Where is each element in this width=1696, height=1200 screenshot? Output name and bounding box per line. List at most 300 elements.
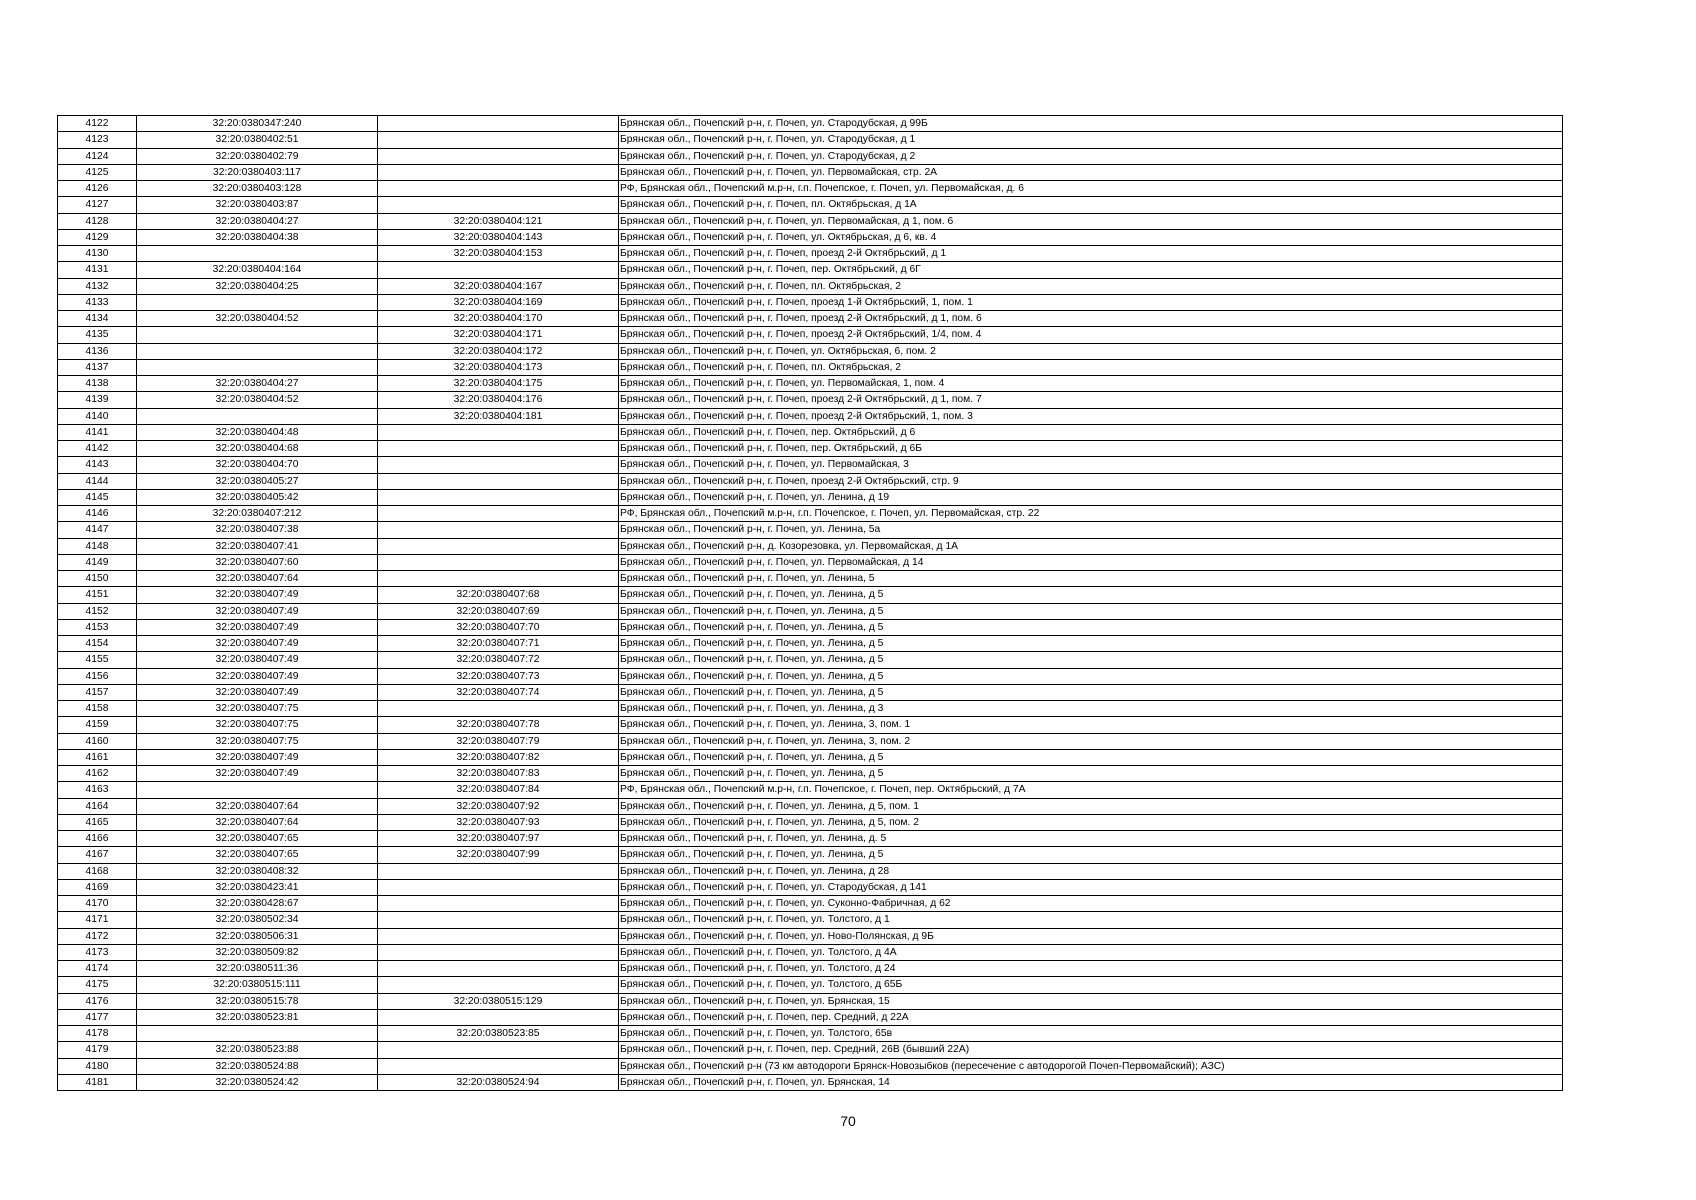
address-cell: Брянская обл., Почепский р-н, г. Почеп, ул. Ленина, д 5: [619, 766, 1563, 782]
related-cadastral-number-cell: 32:20:0380407:97: [378, 831, 619, 847]
address-cell: Брянская обл., Почепский р-н, г. Почеп, ул. Первомайская, д 1, пом. 6: [619, 213, 1563, 229]
row-number-cell: 4152: [58, 603, 137, 619]
table-row: [58, 311, 1563, 327]
cadastral-number-cell: 32:20:0380506:31: [137, 928, 378, 944]
related-cadastral-number-cell: 32:20:0380404:121: [378, 213, 619, 229]
cadastral-number-cell: 32:20:0380407:64: [137, 798, 378, 814]
row-number-cell: 4162: [58, 766, 137, 782]
cadastral-number-cell: 32:20:0380407:65: [137, 847, 378, 863]
row-number-cell: 4169: [58, 879, 137, 895]
cadastral-number-cell: 32:20:0380405:27: [137, 473, 378, 489]
related-cadastral-number-cell: [378, 977, 619, 993]
address-cell: Брянская обл., Почепский р-н, г. Почеп, ул. Брянская, 14: [619, 1074, 1563, 1090]
related-cadastral-number-cell: [378, 473, 619, 489]
cadastral-number-cell: 32:20:0380502:34: [137, 912, 378, 928]
cadastral-number-cell: 32:20:0380402:51: [137, 132, 378, 148]
table-row: [58, 961, 1563, 977]
cadastral-number-cell: 32:20:0380428:67: [137, 896, 378, 912]
related-cadastral-number-cell: 32:20:0380404:171: [378, 327, 619, 343]
table-row: [58, 912, 1563, 928]
row-number-cell: 4141: [58, 424, 137, 440]
cadastral-number-cell: 32:20:0380423:41: [137, 879, 378, 895]
cadastral-number-cell: 32:20:0380511:36: [137, 961, 378, 977]
cadastral-number-cell: 32:20:0380407:49: [137, 636, 378, 652]
related-cadastral-number-cell: [378, 132, 619, 148]
cadastral-number-cell: 32:20:0380407:49: [137, 652, 378, 668]
related-cadastral-number-cell: [378, 944, 619, 960]
related-cadastral-number-cell: 32:20:0380407:99: [378, 847, 619, 863]
cadastral-number-cell: 32:20:0380515:111: [137, 977, 378, 993]
row-number-cell: 4173: [58, 944, 137, 960]
row-number-cell: 4142: [58, 441, 137, 457]
table-row: [58, 749, 1563, 765]
row-number-cell: 4167: [58, 847, 137, 863]
address-cell: Брянская обл., Почепский р-н, г. Почеп, пл. Октябрьская, 2: [619, 359, 1563, 375]
row-number-cell: 4171: [58, 912, 137, 928]
address-cell: Брянская обл., Почепский р-н, г. Почеп, проезд 2-й Октябрьский, д 1, пом. 7: [619, 392, 1563, 408]
cadastral-number-cell: 32:20:0380509:82: [137, 944, 378, 960]
table-row: [58, 1074, 1563, 1090]
address-cell: Брянская обл., Почепский р-н, г. Почеп, ул. Первомайская, 3: [619, 457, 1563, 473]
table-row: [58, 441, 1563, 457]
table-row: [58, 359, 1563, 375]
cadastral-number-cell: 32:20:0380407:75: [137, 717, 378, 733]
cadastral-number-cell: 32:20:0380404:38: [137, 229, 378, 245]
related-cadastral-number-cell: [378, 181, 619, 197]
row-number-cell: 4166: [58, 831, 137, 847]
table-row: [58, 424, 1563, 440]
cadastral-number-cell: 32:20:0380524:88: [137, 1058, 378, 1074]
row-number-cell: 4150: [58, 571, 137, 587]
address-cell: Брянская обл., Почепский р-н, г. Почеп, ул. Толстого, 65в: [619, 1026, 1563, 1042]
address-cell: Брянская обл., Почепский р-н, г. Почеп, проезд 2-й Октябрьский, 1, пом. 3: [619, 408, 1563, 424]
row-number-cell: 4161: [58, 749, 137, 765]
cadastral-number-cell: 32:20:0380404:27: [137, 376, 378, 392]
table-row: [58, 1058, 1563, 1074]
cadastral-number-cell: 32:20:0380408:32: [137, 863, 378, 879]
address-cell: Брянская обл., Почепский р-н, г. Почеп, пер. Средний, д 22А: [619, 1009, 1563, 1025]
cadastral-number-cell: 32:20:0380404:27: [137, 213, 378, 229]
row-number-cell: 4131: [58, 262, 137, 278]
related-cadastral-number-cell: 32:20:0380407:70: [378, 619, 619, 635]
related-cadastral-number-cell: 32:20:0380404:153: [378, 246, 619, 262]
row-number-cell: 4155: [58, 652, 137, 668]
related-cadastral-number-cell: [378, 489, 619, 505]
cadastral-number-cell: [137, 1026, 378, 1042]
row-number-cell: 4134: [58, 311, 137, 327]
related-cadastral-number-cell: [378, 262, 619, 278]
table-row: [58, 896, 1563, 912]
related-cadastral-number-cell: 32:20:0380404:170: [378, 311, 619, 327]
cadastral-number-cell: [137, 782, 378, 798]
address-cell: Брянская обл., Почепский р-н, г. Почеп, ул. Ленина, д 5: [619, 636, 1563, 652]
related-cadastral-number-cell: [378, 197, 619, 213]
row-number-cell: 4176: [58, 993, 137, 1009]
address-cell: Брянская обл., Почепский р-н, г. Почеп, ул. Ленина, д 5: [619, 847, 1563, 863]
cadastral-number-cell: 32:20:0380404:52: [137, 311, 378, 327]
related-cadastral-number-cell: [378, 1058, 619, 1074]
row-number-cell: 4143: [58, 457, 137, 473]
cadastral-number-cell: 32:20:0380404:68: [137, 441, 378, 457]
address-cell: Брянская обл., Почепский р-н, г. Почеп, ул. Стародубская, д 1: [619, 132, 1563, 148]
table-row: [58, 489, 1563, 505]
row-number-cell: 4151: [58, 587, 137, 603]
table-row: [58, 213, 1563, 229]
address-cell: Брянская обл., Почепский р-н, г. Почеп, проезд 2-й Октябрьский, д 1: [619, 246, 1563, 262]
related-cadastral-number-cell: 32:20:0380407:72: [378, 652, 619, 668]
row-number-cell: 4165: [58, 814, 137, 830]
related-cadastral-number-cell: [378, 896, 619, 912]
cadastral-number-cell: [137, 294, 378, 310]
address-cell: РФ, Брянская обл., Почепский м.р-н, г.п. Почепское, г. Почеп, ул. Первомайская, д. 6: [619, 181, 1563, 197]
table-row: [58, 587, 1563, 603]
row-number-cell: 4126: [58, 181, 137, 197]
address-cell: Брянская обл., Почепский р-н, г. Почеп, ул. Ленина, д 3: [619, 701, 1563, 717]
table-row: [58, 684, 1563, 700]
row-number-cell: 4137: [58, 359, 137, 375]
address-cell: Брянская обл., Почепский р-н, г. Почеп, ул. Стародубская, д 2: [619, 148, 1563, 164]
row-number-cell: 4149: [58, 554, 137, 570]
row-number-cell: 4154: [58, 636, 137, 652]
address-cell: Брянская обл., Почепский р-н, г. Почеп, ул. Первомайская, стр. 2А: [619, 164, 1563, 180]
row-number-cell: 4136: [58, 343, 137, 359]
row-number-cell: 4160: [58, 733, 137, 749]
address-cell: Брянская обл., Почепский р-н, г. Почеп, проезд 2-й Октябрьский, д 1, пом. 6: [619, 311, 1563, 327]
row-number-cell: 4145: [58, 489, 137, 505]
table-row: [58, 522, 1563, 538]
address-cell: Брянская обл., Почепский р-н (73 км автодороги Брянск-Новозыбков (пересечение с автодорогой Почеп-Первомайский); АЗС): [619, 1058, 1563, 1074]
related-cadastral-number-cell: 32:20:0380407:84: [378, 782, 619, 798]
address-cell: Брянская обл., Почепский р-н, г. Почеп, пл. Октябрьская, д 1А: [619, 197, 1563, 213]
cadastral-number-cell: 32:20:0380404:52: [137, 392, 378, 408]
table-row: [58, 831, 1563, 847]
row-number-cell: 4158: [58, 701, 137, 717]
table-row: [58, 847, 1563, 863]
address-cell: Брянская обл., Почепский р-н, г. Почеп, ул. Ленина, д 5: [619, 652, 1563, 668]
address-cell: Брянская обл., Почепский р-н, г. Почеп, ул. Ленина, д 5: [619, 603, 1563, 619]
address-cell: Брянская обл., Почепский р-н, г. Почеп, ул. Толстого, д 65Б: [619, 977, 1563, 993]
address-cell: Брянская обл., Почепский р-н, г. Почеп, ул. Ново-Полянская, д 9Б: [619, 928, 1563, 944]
address-cell: Брянская обл., Почепский р-н, г. Почеп, проезд 2-й Октябрьский, стр. 9: [619, 473, 1563, 489]
row-number-cell: 4124: [58, 148, 137, 164]
row-number-cell: 4144: [58, 473, 137, 489]
table-row: [58, 668, 1563, 684]
address-cell: Брянская обл., Почепский р-н, г. Почеп, пер. Октябрьский, д 6: [619, 424, 1563, 440]
row-number-cell: 4140: [58, 408, 137, 424]
cadastral-number-cell: 32:20:0380407:41: [137, 538, 378, 554]
address-cell: Брянская обл., Почепский р-н, г. Почеп, ул. Ленина, д 5: [619, 749, 1563, 765]
cadastral-number-cell: 32:20:0380403:87: [137, 197, 378, 213]
cadastral-number-cell: 32:20:0380524:42: [137, 1074, 378, 1090]
cadastral-number-cell: 32:20:0380404:164: [137, 262, 378, 278]
address-cell: Брянская обл., Почепский р-н, г. Почеп, ул. Стародубская, д 141: [619, 879, 1563, 895]
table-row: [58, 782, 1563, 798]
table-row: [58, 246, 1563, 262]
related-cadastral-number-cell: 32:20:0380404:172: [378, 343, 619, 359]
related-cadastral-number-cell: 32:20:0380407:83: [378, 766, 619, 782]
cadastral-number-cell: 32:20:0380407:60: [137, 554, 378, 570]
address-cell: Брянская обл., Почепский р-н, г. Почеп, ул. Ленина, д 5: [619, 619, 1563, 635]
related-cadastral-number-cell: 32:20:0380404:181: [378, 408, 619, 424]
cadastral-number-cell: 32:20:0380407:75: [137, 701, 378, 717]
address-cell: Брянская обл., Почепский р-н, г. Почеп, пер. Октябрьский, д 6Б: [619, 441, 1563, 457]
related-cadastral-number-cell: [378, 571, 619, 587]
registry-table: [57, 115, 1563, 1091]
cadastral-number-cell: [137, 408, 378, 424]
row-number-cell: 4128: [58, 213, 137, 229]
related-cadastral-number-cell: [378, 506, 619, 522]
row-number-cell: 4159: [58, 717, 137, 733]
address-cell: Брянская обл., Почепский р-н, г. Почеп, ул. Ленина, д 19: [619, 489, 1563, 505]
row-number-cell: 4122: [58, 116, 137, 132]
row-number-cell: 4178: [58, 1026, 137, 1042]
cadastral-number-cell: 32:20:0380405:42: [137, 489, 378, 505]
table-row: [58, 181, 1563, 197]
related-cadastral-number-cell: 32:20:0380524:94: [378, 1074, 619, 1090]
row-number-cell: 4174: [58, 961, 137, 977]
table-row: [58, 506, 1563, 522]
related-cadastral-number-cell: [378, 538, 619, 554]
address-cell: Брянская обл., Почепский р-н, г. Почеп, пл. Октябрьская, 2: [619, 278, 1563, 294]
row-number-cell: 4181: [58, 1074, 137, 1090]
cadastral-number-cell: 32:20:0380403:128: [137, 181, 378, 197]
cadastral-number-cell: 32:20:0380407:49: [137, 587, 378, 603]
table-row: [58, 457, 1563, 473]
table-row: [58, 636, 1563, 652]
address-cell: Брянская обл., Почепский р-н, г. Почеп, ул. Ленина, 5: [619, 571, 1563, 587]
related-cadastral-number-cell: 32:20:0380407:93: [378, 814, 619, 830]
address-cell: Брянская обл., Почепский р-н, г. Почеп, ул. Толстого, д 24: [619, 961, 1563, 977]
row-number-cell: 4130: [58, 246, 137, 262]
table-row: [58, 977, 1563, 993]
cadastral-number-cell: 32:20:0380347:240: [137, 116, 378, 132]
table-row: [58, 164, 1563, 180]
table-row: [58, 1042, 1563, 1058]
related-cadastral-number-cell: 32:20:0380404:176: [378, 392, 619, 408]
cadastral-number-cell: 32:20:0380407:64: [137, 571, 378, 587]
page-number: 70: [840, 1113, 856, 1129]
related-cadastral-number-cell: 32:20:0380404:143: [378, 229, 619, 245]
related-cadastral-number-cell: [378, 961, 619, 977]
address-cell: Брянская обл., Почепский р-н, д. Козорезовка, ул. Первомайская, д 1А: [619, 538, 1563, 554]
related-cadastral-number-cell: 32:20:0380407:69: [378, 603, 619, 619]
address-cell: Брянская обл., Почепский р-н, г. Почеп, ул. Стародубская, д 99Б: [619, 116, 1563, 132]
table-row: [58, 473, 1563, 489]
cadastral-number-cell: [137, 359, 378, 375]
cadastral-number-cell: 32:20:0380407:75: [137, 733, 378, 749]
cadastral-number-cell: 32:20:0380407:49: [137, 619, 378, 635]
related-cadastral-number-cell: 32:20:0380407:82: [378, 749, 619, 765]
row-number-cell: 4147: [58, 522, 137, 538]
table-row: [58, 197, 1563, 213]
related-cadastral-number-cell: 32:20:0380407:78: [378, 717, 619, 733]
related-cadastral-number-cell: [378, 424, 619, 440]
table-row: [58, 879, 1563, 895]
related-cadastral-number-cell: [378, 879, 619, 895]
address-cell: Брянская обл., Почепский р-н, г. Почеп, ул. Первомайская, 1, пом. 4: [619, 376, 1563, 392]
row-number-cell: 4163: [58, 782, 137, 798]
table-row: [58, 294, 1563, 310]
cadastral-number-cell: 32:20:0380407:49: [137, 603, 378, 619]
table-row: [58, 116, 1563, 132]
address-cell: Брянская обл., Почепский р-н, г. Почеп, ул. Ленина, д 5: [619, 587, 1563, 603]
row-number-cell: 4175: [58, 977, 137, 993]
table-row: [58, 701, 1563, 717]
related-cadastral-number-cell: [378, 441, 619, 457]
cadastral-number-cell: 32:20:0380407:49: [137, 684, 378, 700]
related-cadastral-number-cell: [378, 457, 619, 473]
related-cadastral-number-cell: 32:20:0380404:169: [378, 294, 619, 310]
address-cell: РФ, Брянская обл., Почепский м.р-н, г.п. Почепское, г. Почеп, ул. Первомайская, стр. 22: [619, 506, 1563, 522]
row-number-cell: 4133: [58, 294, 137, 310]
table-row: [58, 717, 1563, 733]
address-cell: Брянская обл., Почепский р-н, г. Почеп, пер. Октябрьский, д 6Г: [619, 262, 1563, 278]
related-cadastral-number-cell: 32:20:0380404:175: [378, 376, 619, 392]
table-row: [58, 766, 1563, 782]
address-cell: Брянская обл., Почепский р-н, г. Почеп, ул. Ленина, д 5: [619, 668, 1563, 684]
table-row: [58, 262, 1563, 278]
table-row: [58, 343, 1563, 359]
address-cell: Брянская обл., Почепский р-н, г. Почеп, ул. Ленина, 3, пом. 1: [619, 717, 1563, 733]
address-cell: Брянская обл., Почепский р-н, г. Почеп, ул. Суконно-Фабричная, д 62: [619, 896, 1563, 912]
row-number-cell: 4177: [58, 1009, 137, 1025]
table-row: [58, 944, 1563, 960]
table-row: [58, 538, 1563, 554]
table-row: [58, 571, 1563, 587]
row-number-cell: 4157: [58, 684, 137, 700]
address-cell: Брянская обл., Почепский р-н, г. Почеп, ул. Ленина, 3, пом. 2: [619, 733, 1563, 749]
row-number-cell: 4139: [58, 392, 137, 408]
address-cell: Брянская обл., Почепский р-н, г. Почеп, ул. Ленина, 5а: [619, 522, 1563, 538]
related-cadastral-number-cell: [378, 701, 619, 717]
table-row: [58, 603, 1563, 619]
table-row: [58, 392, 1563, 408]
row-number-cell: 4156: [58, 668, 137, 684]
address-cell: Брянская обл., Почепский р-н, г. Почеп, пер. Средний, 26В (бывший 22А): [619, 1042, 1563, 1058]
row-number-cell: 4180: [58, 1058, 137, 1074]
related-cadastral-number-cell: [378, 912, 619, 928]
address-cell: Брянская обл., Почепский р-н, г. Почеп, ул. Ленина, д 5, пом. 1: [619, 798, 1563, 814]
table-row: [58, 652, 1563, 668]
related-cadastral-number-cell: 32:20:0380515:129: [378, 993, 619, 1009]
address-cell: Брянская обл., Почепский р-н, г. Почеп, ул. Октябрьская, д 6, кв. 4: [619, 229, 1563, 245]
address-cell: Брянская обл., Почепский р-н, г. Почеп, ул. Ленина, д 5, пом. 2: [619, 814, 1563, 830]
table-row: [58, 278, 1563, 294]
table-row: [58, 798, 1563, 814]
row-number-cell: 4132: [58, 278, 137, 294]
row-number-cell: 4135: [58, 327, 137, 343]
cadastral-number-cell: 32:20:0380407:49: [137, 766, 378, 782]
row-number-cell: 4129: [58, 229, 137, 245]
related-cadastral-number-cell: 32:20:0380407:92: [378, 798, 619, 814]
cadastral-number-cell: [137, 327, 378, 343]
related-cadastral-number-cell: 32:20:0380404:173: [378, 359, 619, 375]
table-row: [58, 814, 1563, 830]
address-cell: Брянская обл., Почепский р-н, г. Почеп, ул. Брянская, 15: [619, 993, 1563, 1009]
table-row: [58, 229, 1563, 245]
row-number-cell: 4138: [58, 376, 137, 392]
table-row: [58, 132, 1563, 148]
related-cadastral-number-cell: 32:20:0380407:74: [378, 684, 619, 700]
related-cadastral-number-cell: 32:20:0380407:73: [378, 668, 619, 684]
table-row: [58, 619, 1563, 635]
table-row: [58, 554, 1563, 570]
row-number-cell: 4172: [58, 928, 137, 944]
row-number-cell: 4179: [58, 1042, 137, 1058]
related-cadastral-number-cell: 32:20:0380523:85: [378, 1026, 619, 1042]
table-row: [58, 733, 1563, 749]
related-cadastral-number-cell: [378, 1009, 619, 1025]
address-cell: Брянская обл., Почепский р-н, г. Почеп, проезд 2-й Октябрьский, 1/4, пом. 4: [619, 327, 1563, 343]
cadastral-number-cell: 32:20:0380407:49: [137, 668, 378, 684]
cadastral-number-cell: 32:20:0380404:48: [137, 424, 378, 440]
related-cadastral-number-cell: 32:20:0380407:71: [378, 636, 619, 652]
row-number-cell: 4164: [58, 798, 137, 814]
row-number-cell: 4127: [58, 197, 137, 213]
table-row: [58, 928, 1563, 944]
related-cadastral-number-cell: 32:20:0380407:79: [378, 733, 619, 749]
related-cadastral-number-cell: [378, 928, 619, 944]
cadastral-number-cell: 32:20:0380407:38: [137, 522, 378, 538]
address-cell: Брянская обл., Почепский р-н, г. Почеп, ул. Ленина, д 5: [619, 684, 1563, 700]
row-number-cell: 4170: [58, 896, 137, 912]
table-row: [58, 327, 1563, 343]
address-cell: Брянская обл., Почепский р-н, г. Почеп, ул. Ленина, д 28: [619, 863, 1563, 879]
address-cell: Брянская обл., Почепский р-н, г. Почеп, ул. Толстого, д 1: [619, 912, 1563, 928]
row-number-cell: 4153: [58, 619, 137, 635]
related-cadastral-number-cell: [378, 116, 619, 132]
address-cell: Брянская обл., Почепский р-н, г. Почеп, ул. Октябрьская, 6, пом. 2: [619, 343, 1563, 359]
related-cadastral-number-cell: [378, 863, 619, 879]
address-cell: РФ, Брянская обл., Почепский м.р-н, г.п. Почепское, г. Почеп, пер. Октябрьский, д 7А: [619, 782, 1563, 798]
table-row: [58, 148, 1563, 164]
row-number-cell: 4123: [58, 132, 137, 148]
row-number-cell: 4146: [58, 506, 137, 522]
row-number-cell: 4125: [58, 164, 137, 180]
cadastral-number-cell: 32:20:0380404:70: [137, 457, 378, 473]
registry-table-body: [58, 116, 1563, 1091]
cadastral-number-cell: 32:20:0380402:79: [137, 148, 378, 164]
related-cadastral-number-cell: [378, 554, 619, 570]
related-cadastral-number-cell: [378, 1042, 619, 1058]
related-cadastral-number-cell: 32:20:0380404:167: [378, 278, 619, 294]
cadastral-number-cell: 32:20:0380407:64: [137, 814, 378, 830]
table-row: [58, 408, 1563, 424]
related-cadastral-number-cell: [378, 522, 619, 538]
cadastral-number-cell: [137, 343, 378, 359]
cadastral-number-cell: 32:20:0380407:65: [137, 831, 378, 847]
related-cadastral-number-cell: [378, 164, 619, 180]
cadastral-number-cell: 32:20:0380523:81: [137, 1009, 378, 1025]
cadastral-number-cell: 32:20:0380515:78: [137, 993, 378, 1009]
address-cell: Брянская обл., Почепский р-н, г. Почеп, проезд 1-й Октябрьский, 1, пом. 1: [619, 294, 1563, 310]
related-cadastral-number-cell: [378, 148, 619, 164]
cadastral-number-cell: 32:20:0380407:212: [137, 506, 378, 522]
row-number-cell: 4148: [58, 538, 137, 554]
cadastral-number-cell: 32:20:0380403:117: [137, 164, 378, 180]
table-row: [58, 376, 1563, 392]
table-row: [58, 1026, 1563, 1042]
table-row: [58, 1009, 1563, 1025]
address-cell: Брянская обл., Почепский р-н, г. Почеп, ул. Первомайская, д 14: [619, 554, 1563, 570]
table-row: [58, 993, 1563, 1009]
cadastral-number-cell: 32:20:0380407:49: [137, 749, 378, 765]
cadastral-number-cell: 32:20:0380523:88: [137, 1042, 378, 1058]
address-cell: Брянская обл., Почепский р-н, г. Почеп, ул. Ленина, д. 5: [619, 831, 1563, 847]
address-cell: Брянская обл., Почепский р-н, г. Почеп, ул. Толстого, д 4А: [619, 944, 1563, 960]
related-cadastral-number-cell: 32:20:0380407:68: [378, 587, 619, 603]
cadastral-number-cell: 32:20:0380404:25: [137, 278, 378, 294]
